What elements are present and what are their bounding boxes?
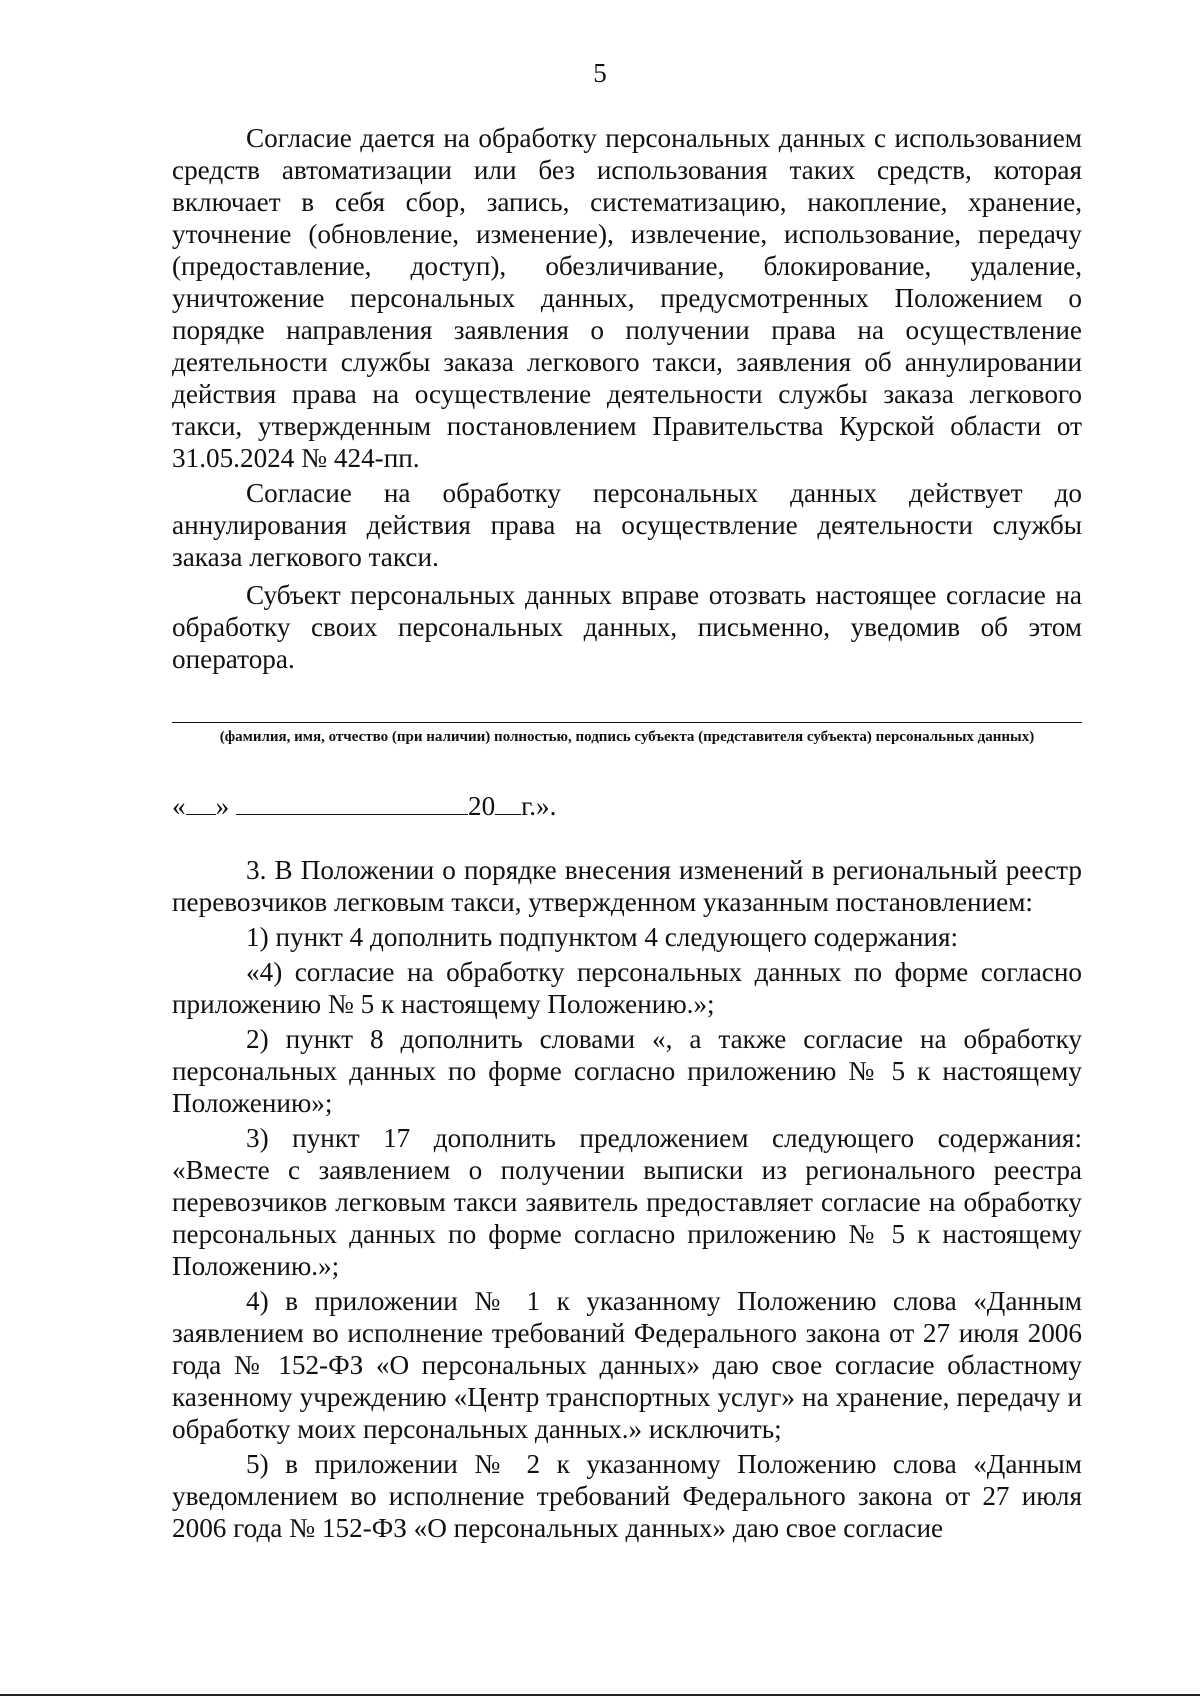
date-line	[172, 790, 556, 822]
date-open-quote: «	[172, 791, 186, 821]
day-blank	[186, 790, 216, 815]
amendments-text-block	[172, 854, 1082, 1547]
amendment-subitem-1-text: «4) согласие на обработку персональных данных по форме согласно приложению № 5 к настоящему Положению.»;	[172, 957, 1082, 1019]
year-prefix: 20	[467, 791, 496, 821]
date-close-quote: »	[215, 791, 230, 821]
consent-text-block	[172, 122, 1082, 678]
consent-scope-paragraph: Согласие дается на обработку персональных данных с использованием средств автоматизации или без использования таких средств, которая включает в себя сбор, запись, систематизацию, накопление, хранение, уточнение (обновление, изменение), извлечение, использование, передачу (предоставление, доступ), обезличивание, блокирование, удаление, уничтожение персональных данных, предусмотренных Положением о порядке направления заявления о получении права на осуществление деятельности службы заказа легкового такси, заявления об аннулировании действия права на осуществление деятельности службы заказа легкового такси, утвержденным постановлением Правительства Курской области от 31.05.2024 № 424-пп.	[172, 123, 1082, 473]
amendment-subitem-4: 4) в приложении № 1 к указанному Положению слова «Данным заявлением во исполнение требований Федерального закона от 27 июля 2006 года № 152-ФЗ «О персональных данных» даю свое согласие областному казенному учреждению «Центр транспортных услуг» на хранение, передачу и обработку моих персональных данных.» исключить;	[172, 1286, 1082, 1444]
year-suffix: г.».	[521, 791, 557, 821]
amendment-subitem-3: 3) пункт 17 дополнить предложением следующего содержания: «Вместе с заявлением о получении выписки из регионального реестра перевозчиков легковым такси заявитель предоставляет согласие на обработку персональных данных по форме согласно приложению № 5 к настоящему Положению.»;	[172, 1123, 1082, 1281]
amendment-subitem-5: 5) в приложении № 2 к указанному Положению слова «Данным уведомлением во исполнение требований Федерального закона от 27 июля 2006 года № 152-ФЗ «О персональных данных» даю свое согласие	[172, 1449, 1082, 1543]
page-number: 5	[593, 58, 607, 88]
consent-validity-paragraph: Согласие на обработку персональных данных действует до аннулирования действия права на осуществление деятельности службы заказа легкового такси.	[172, 478, 1082, 572]
signature-caption: (фамилия, имя, отчество (при наличии) полностью, подпись субъекта (представителя субъекта) персональных данных)	[219, 729, 1035, 745]
bottom-scan-edge	[0, 1694, 1200, 1696]
year-blank	[495, 790, 521, 815]
amendment-item-3: 3. В Положении о порядке внесения изменений в региональный реестр перевозчиков легковым такси, утвержденном указанным постановлением:	[172, 855, 1082, 917]
signature-line	[172, 722, 1082, 723]
month-blank	[236, 790, 468, 815]
amendment-subitem-2: 2) пункт 8 дополнить словами «, а также согласие на обработку персональных данных по форме согласно приложению № 5 к настоящему Положению»;	[172, 1024, 1082, 1118]
amendment-subitem-1: 1) пункт 4 дополнить подпунктом 4 следующего содержания:	[246, 922, 959, 952]
consent-revocation-paragraph: Субъект персональных данных вправе отозвать настоящее согласие на обработку своих персональных данных, письменно, уведомив об этом оператора.	[172, 580, 1082, 674]
